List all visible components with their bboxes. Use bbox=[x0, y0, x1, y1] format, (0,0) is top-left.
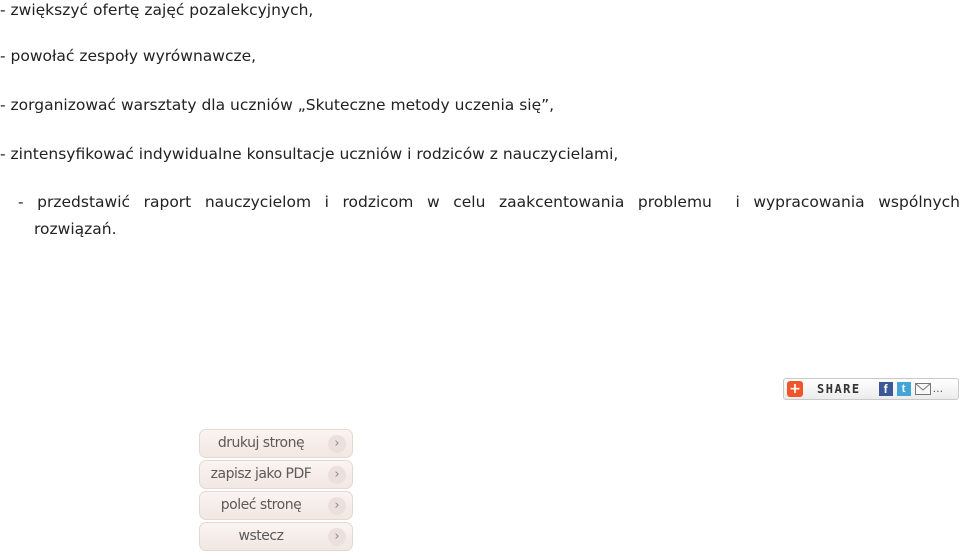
word: w bbox=[426, 193, 440, 211]
button-label: zapisz jako PDF bbox=[210, 466, 312, 482]
list-item bbox=[18, 192, 960, 212]
list-item: - zintensyfikować indywidualne konsultacje uczniów i rodziców z nauczycielami, bbox=[0, 145, 619, 163]
word: przedstawić bbox=[37, 193, 131, 211]
word: i bbox=[324, 193, 329, 211]
list-item-continuation: rozwiązań. bbox=[34, 220, 117, 238]
word: - bbox=[18, 193, 24, 211]
word: raport bbox=[143, 193, 192, 211]
recommend-page-button[interactable] bbox=[199, 491, 353, 520]
share-label: SHARE bbox=[817, 382, 861, 396]
word: zaakcentowania bbox=[498, 193, 625, 211]
word: wspólnych bbox=[878, 193, 960, 211]
word: problemu bbox=[637, 193, 712, 211]
button-label: wstecz bbox=[238, 528, 284, 544]
back-button[interactable] bbox=[199, 522, 353, 551]
chevron-right-icon: › bbox=[328, 466, 346, 484]
word: rodzicom bbox=[342, 193, 414, 211]
chevron-right-icon: › bbox=[328, 435, 346, 453]
share-button[interactable] bbox=[783, 378, 959, 400]
word: celu bbox=[453, 193, 486, 211]
button-label: drukuj stronę bbox=[217, 435, 305, 451]
word: wypracowania bbox=[753, 193, 865, 211]
word: i bbox=[735, 193, 740, 211]
mail-icon[interactable] bbox=[915, 383, 931, 395]
plus-icon: + bbox=[787, 381, 803, 397]
button-label: poleć stronę bbox=[220, 497, 302, 513]
list-item: - zorganizować warsztaty dla uczniów „Skuteczne metody uczenia się”, bbox=[0, 96, 555, 114]
facebook-icon[interactable]: f bbox=[879, 382, 893, 396]
more-icon[interactable]: ... bbox=[932, 382, 944, 395]
list-item: - zwiększyć ofertę zajęć pozalekcyjnych, bbox=[0, 1, 314, 19]
list-item: - powołać zespoły wyrównawcze, bbox=[0, 47, 257, 65]
save-as-pdf-button[interactable] bbox=[199, 460, 353, 489]
twitter-icon[interactable]: t bbox=[897, 382, 911, 396]
print-page-button[interactable] bbox=[199, 429, 353, 458]
chevron-right-icon: › bbox=[328, 497, 346, 515]
chevron-right-icon: › bbox=[328, 528, 346, 546]
word: nauczycielom bbox=[204, 193, 312, 211]
